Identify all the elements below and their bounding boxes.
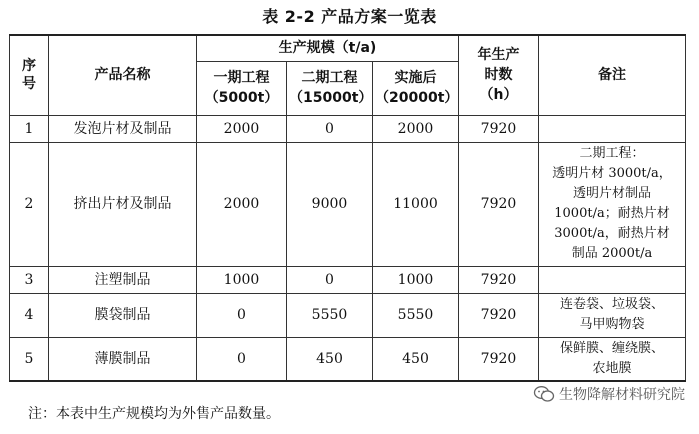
remark-line: 马甲购物袋 <box>579 317 645 332</box>
cell-after: 1000 <box>373 266 459 293</box>
cell-phase1: 0 <box>197 293 287 337</box>
header-phase1-unit: （5000t） <box>204 90 279 106</box>
header-after <box>373 61 459 115</box>
header-phase2-unit: （15000t） <box>289 90 373 106</box>
cell-hours: 7920 <box>459 337 539 381</box>
cell-after: 2000 <box>373 115 459 142</box>
cell-remark <box>539 337 686 381</box>
remark-line: 3000t/a，耐热片材 <box>554 226 670 241</box>
cell-product-name: 发泡片材及制品 <box>49 115 197 142</box>
header-phase1-label: 一期工程 <box>213 70 270 86</box>
header-row-1 <box>10 35 686 61</box>
header-product-name: 产品名称 <box>49 35 197 115</box>
cell-seq: 1 <box>10 115 49 142</box>
header-capacity: 生产规模（t/a) <box>197 35 459 61</box>
cell-phase1: 0 <box>197 337 287 381</box>
remark-line: 透明片材 3000t/a， <box>552 166 672 181</box>
watermark-text: 生物降解材料研究院 <box>559 387 685 403</box>
header-after-label: 实施后 <box>394 70 437 86</box>
cell-seq: 2 <box>10 142 49 266</box>
table-row <box>10 293 686 337</box>
cell-phase2: 0 <box>287 266 373 293</box>
cell-product-name: 薄膜制品 <box>49 337 197 381</box>
header-seq-label: 序号 <box>22 58 36 93</box>
cell-after: 450 <box>373 337 459 381</box>
cell-phase1: 2000 <box>197 115 287 142</box>
cell-seq: 5 <box>10 337 49 381</box>
table-row <box>10 142 686 266</box>
cell-phase2: 9000 <box>287 142 373 266</box>
product-plan-table <box>9 34 686 382</box>
cell-remark <box>539 293 686 337</box>
cell-phase1: 1000 <box>197 266 287 293</box>
table-footnote: 注：本表中生产规模均为外售产品数量。 <box>28 406 280 422</box>
cell-seq: 3 <box>10 266 49 293</box>
remark-line: 农地膜 <box>592 360 632 376</box>
table-row <box>10 115 686 142</box>
cell-product-name: 挤出片材及制品 <box>49 142 197 266</box>
cell-remark <box>539 142 686 266</box>
remark-line: 1000t/a；耐热片材 <box>554 206 670 221</box>
watermark <box>533 384 685 404</box>
cell-seq: 4 <box>10 293 49 337</box>
cell-after: 11000 <box>373 142 459 266</box>
cell-hours: 7920 <box>459 266 539 293</box>
cell-phase2: 5550 <box>287 293 373 337</box>
header-after-unit: （20000t） <box>375 90 459 106</box>
cell-after: 5550 <box>373 293 459 337</box>
cell-phase2: 450 <box>287 337 373 381</box>
header-hours-unit: （h） <box>479 87 518 104</box>
cell-hours: 7920 <box>459 115 539 142</box>
cell-phase2: 0 <box>287 115 373 142</box>
header-phase1 <box>197 61 287 115</box>
cell-remark <box>539 266 686 293</box>
header-annual-hours <box>459 35 539 115</box>
cell-product-name: 膜袋制品 <box>49 293 197 337</box>
table-row <box>10 337 686 381</box>
cell-remark <box>539 115 686 142</box>
header-remark: 备注 <box>539 35 686 115</box>
header-hours-line2: 时数 <box>484 67 513 84</box>
cell-product-name: 注塑制品 <box>49 266 197 293</box>
header-phase2 <box>287 61 373 115</box>
wechat-icon <box>533 385 555 403</box>
header-phase2-label: 二期工程 <box>301 70 358 86</box>
remark-line: 保鲜膜、缠绕膜、 <box>559 340 664 356</box>
remark-line: 二期工程： <box>579 146 645 161</box>
cell-hours: 7920 <box>459 142 539 266</box>
remark-line: 连卷袋、垃圾袋、 <box>559 297 664 312</box>
header-hours-line1: 年生产 <box>477 47 520 64</box>
header-seq <box>10 35 49 115</box>
cell-hours: 7920 <box>459 293 539 337</box>
table-row <box>10 266 686 293</box>
remark-line: 制品 2000t/a <box>571 246 653 261</box>
remark-line: 透明片材制品 <box>572 186 651 201</box>
table-title: 表 2-2 产品方案一览表 <box>262 7 437 26</box>
cell-phase1: 2000 <box>197 142 287 266</box>
